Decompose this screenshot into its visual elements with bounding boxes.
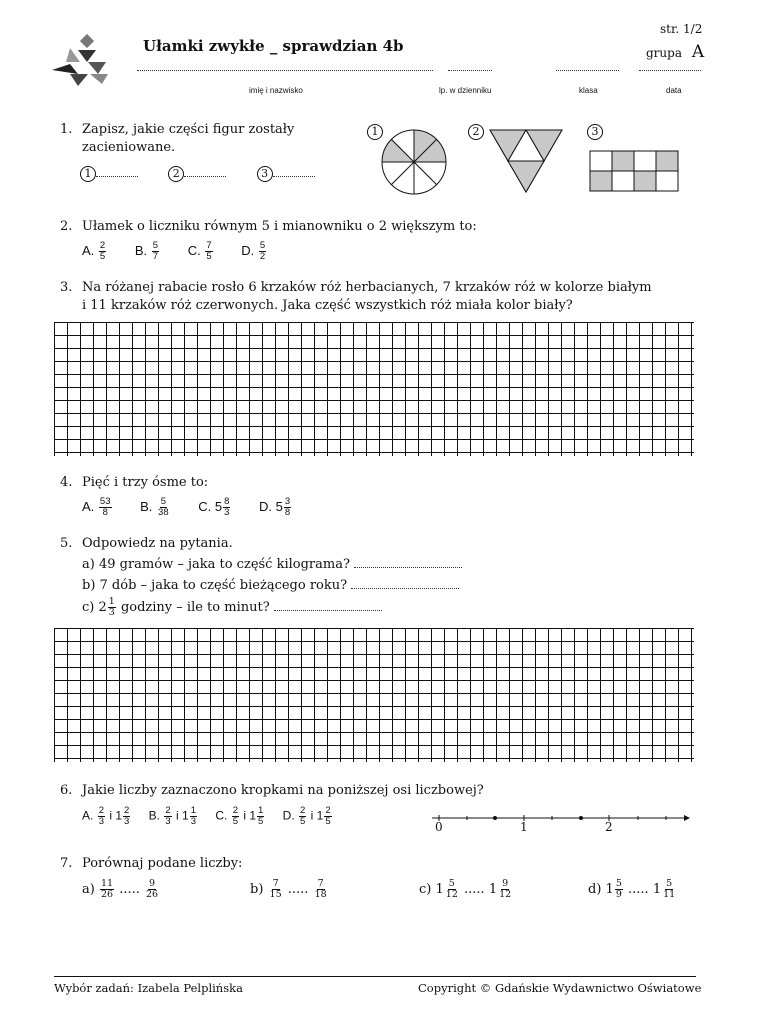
lp-field-line[interactable] [448, 70, 492, 71]
q5-number: 5. [60, 536, 73, 551]
q4-option-a[interactable]: A. $\frac{53}{8}$ [82, 496, 111, 518]
q3-answer-grid[interactable] [54, 322, 694, 456]
q3-text-line1: Na różanej rabacie rosło 6 krzaków róż herbacianych, 7 krzaków róż w kolorze białym [82, 280, 652, 295]
q6-text: Jakie liczby zaznaczono kropkami na poniższej osi liczbowej? [82, 783, 484, 798]
field-label-date: data [666, 86, 682, 95]
number-line [428, 808, 690, 838]
q7-number: 7. [60, 856, 73, 871]
field-lines [137, 70, 703, 94]
q6-number: 6. [60, 783, 73, 798]
q3-text-line2: i 11 krzaków róż czerwonych. Jaka część wszystkich róż miała kolor biały? [82, 298, 573, 313]
q5-b: b) 7 dób – jaka to część bieżącego roku? [82, 578, 459, 593]
page-title: Ułamki zwykłe _ sprawdzian 4b [143, 37, 404, 55]
figure-1-circle [378, 128, 450, 196]
q7-item-d[interactable]: d) 1 $\frac{5}{9}$ ..... 1 $\frac{5}{11}$ [588, 878, 676, 900]
q5-c-answer[interactable] [274, 610, 382, 611]
q1-answer-3[interactable] [273, 176, 315, 177]
q6-option-a[interactable]: A. $\frac{2}{3}$ i 1 $\frac{2}{3}$ [82, 805, 130, 827]
group-label: grupa A [646, 42, 705, 62]
publisher-logo [48, 34, 116, 88]
q4-options [82, 497, 316, 518]
q4-text: Pięć i trzy ósme to: [82, 475, 209, 490]
q2-options [82, 241, 291, 262]
q5-a: a) 49 gramów – jaka to część kilograma? [82, 557, 462, 572]
q4-option-c[interactable]: C. 5 $\frac{8}{3}$ [198, 496, 230, 518]
q1-answer-1[interactable] [96, 176, 138, 177]
group-value: A [691, 42, 705, 62]
footer-copyright: Copyright © Gdańskie Wydawnictwo Oświatowe [418, 981, 702, 995]
q1-answers: 1 2 3 [80, 166, 315, 182]
class-field-line[interactable] [556, 70, 619, 71]
axis-label-2: 2 [605, 820, 613, 834]
q7-text: Porównaj podane liczby: [82, 856, 243, 871]
q6-options [82, 806, 333, 827]
q2-text: Ułamek o liczniku równym 5 i mianowniku o 2 większym to: [82, 219, 477, 234]
q1-answer-2[interactable] [184, 176, 226, 177]
q6-option-c[interactable]: C. $\frac{2}{5}$ i 1 $\frac{1}{5}$ [215, 805, 264, 827]
date-field-line[interactable] [639, 70, 701, 71]
q2-option-a[interactable]: A. $\frac{2}{5}$ [82, 240, 106, 262]
field-label-class: klasa [579, 86, 598, 95]
q2-option-d[interactable]: D. $\frac{5}{2}$ [241, 240, 266, 262]
q2-option-b[interactable]: B. $\frac{5}{7}$ [134, 240, 159, 262]
q5-c: c) 2 $\frac{1}{3}$ godziny – ile to minut? [82, 597, 382, 618]
q1-text-line2: zacieniowane. [82, 140, 176, 155]
q6-option-b[interactable]: B. $\frac{2}{3}$ i 1 $\frac{1}{3}$ [148, 805, 196, 827]
footer-divider [54, 976, 696, 977]
q1-text-line1: Zapisz, jakie części figur zostały [82, 122, 295, 137]
q4-option-d[interactable]: D. 5 $\frac{3}{8}$ [259, 496, 291, 518]
figure-1-label: 1 [367, 124, 383, 140]
name-field-line[interactable] [137, 70, 433, 71]
axis-label-0: 0 [435, 820, 443, 834]
q7-item-b[interactable]: b) $\frac{7}{15}$ ..... $\frac{7}{18}$ [250, 878, 327, 900]
figure-2-triangle [485, 128, 567, 194]
figure-2-label: 2 [468, 124, 484, 140]
q6-option-d[interactable]: D. $\frac{2}{5}$ i 1 $\frac{2}{5}$ [282, 805, 331, 827]
q5-b-answer[interactable] [351, 588, 459, 589]
q4-option-b[interactable]: B. $\frac{5}{38}$ [140, 496, 169, 518]
q5-a-answer[interactable] [354, 567, 462, 568]
q2-number: 2. [60, 219, 73, 234]
q3-number: 3. [60, 280, 73, 295]
q7-item-a[interactable]: a) $\frac{11}{26}$ ..... $\frac{9}{26}$ [82, 878, 159, 900]
field-label-lp: lp. w dzienniku [439, 86, 492, 95]
q2-option-c[interactable]: C. $\frac{7}{5}$ [187, 240, 212, 262]
footer-author: Wybór zadań: Izabela Pelplińska [54, 981, 243, 995]
figure-3-label: 3 [587, 124, 603, 140]
field-label-name: imię i nazwisko [249, 86, 303, 95]
q4-number: 4. [60, 475, 73, 490]
q7-item-c[interactable]: c) 1 $\frac{5}{12}$ ..... 1 $\frac{9}{12}$ [419, 878, 512, 900]
page-number: str. 1/2 [660, 22, 703, 36]
q5-answer-grid[interactable] [54, 628, 694, 762]
q5-text: Odpowiedz na pytania. [82, 536, 233, 551]
axis-label-1: 1 [520, 820, 528, 834]
figure-3-rectangle [588, 148, 682, 194]
q1-number: 1. [60, 122, 73, 137]
